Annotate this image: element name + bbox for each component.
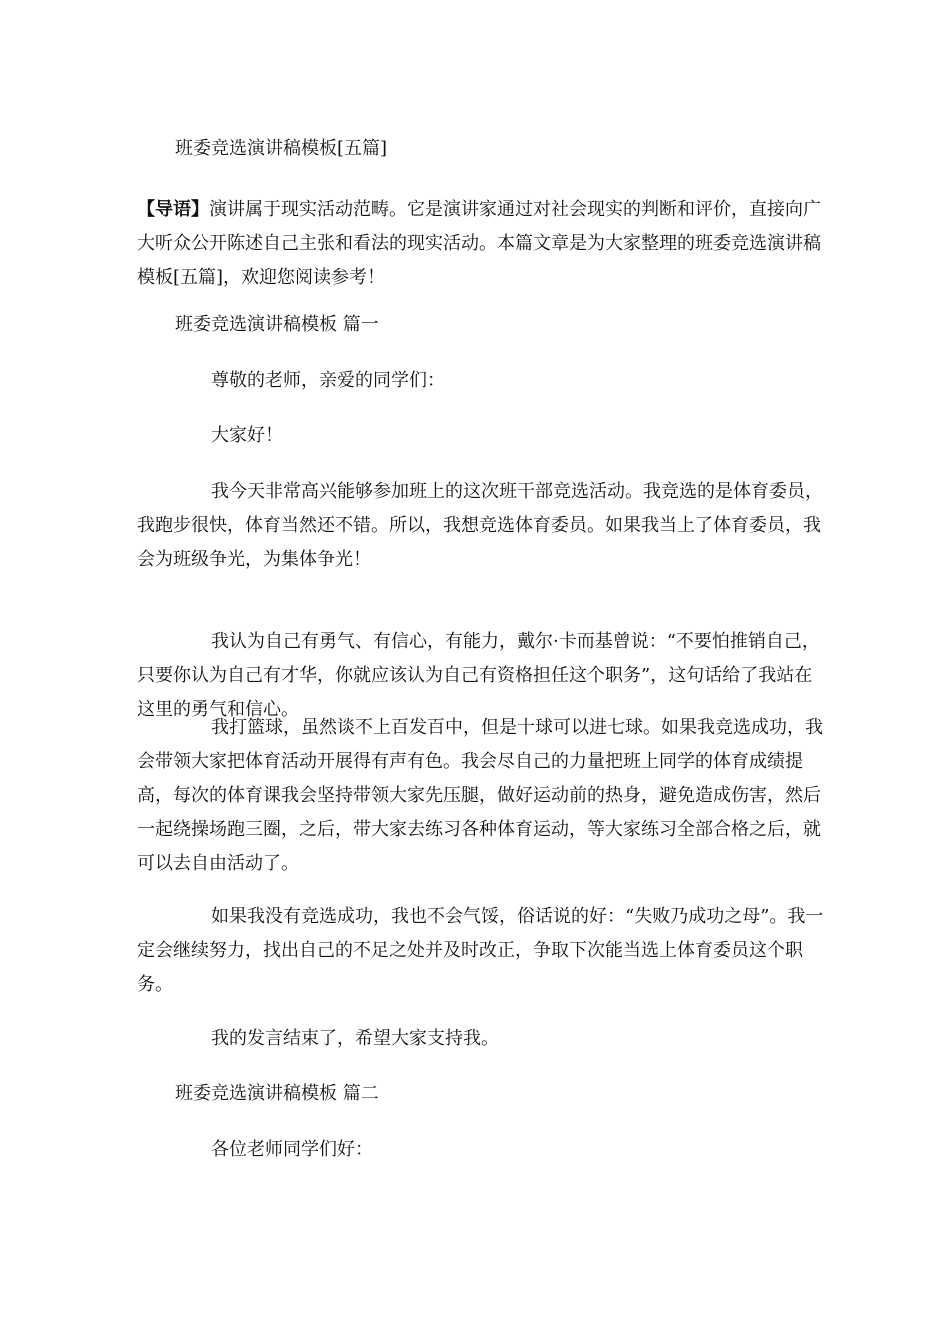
section-heading-1: 班委竞选演讲稿模板 篇一 bbox=[175, 314, 379, 335]
salutation-1: 尊敬的老师，亲爱的同学们： bbox=[211, 370, 445, 391]
salutation-2: 各位老师同学们好： bbox=[211, 1139, 373, 1160]
intro-tag: 【导语】 bbox=[137, 199, 209, 220]
intro-paragraph bbox=[137, 193, 827, 295]
paragraph-1: 我今天非常高兴能够参加班上的这次班干部竞选活动。我竞选的是体育委员，我跑步很快，体育当然还不错。所以，我想竞选体育委员。如果我当上了体育委员，我会为班级争光，为集体争光！ bbox=[137, 481, 823, 570]
paragraph-3: 我打篮球，虽然谈不上百发百中，但是十球可以进七球。如果我竞选成功，我会带领大家把体育活动开展得有声有色。我会尽自己的力量把班上同学的体育成绩提高，每次的体育课我会坚持带领大家先压腿，做好运动前的热身，避免造成伤害，然后一起绕操场跑三圈，之后，带大家去练习各种体育运动，等大家练习全部合格之后，就可以去自由活动了。 bbox=[137, 717, 823, 874]
greeting-1: 大家好！ bbox=[211, 425, 283, 446]
closing-1: 我的发言结束了，希望大家支持我。 bbox=[211, 1028, 499, 1049]
document-title: 班委竞选演讲稿模板[五篇] bbox=[175, 138, 388, 159]
intro-text: 演讲属于现实活动范畴。它是演讲家通过对社会现实的判断和评价，直接向广大听众公开陈述自己主张和看法的现实活动。本篇文章是为大家整理的班委竞选演讲稿模板[五篇]，欢迎您阅读参考！ bbox=[137, 199, 821, 288]
paragraph-2: 我认为自己有勇气、有信心，有能力，戴尔·卡而基曾说：“不要怕推销自己，只要你认为自己有才华，你就应该认为自己有资格担任这个职务”，这句话给了我站在这里的勇气和信心。 bbox=[137, 631, 820, 720]
paragraph-4: 如果我没有竞选成功，我也不会气馁，俗话说的好：“失败乃成功之母”。我一定会继续努力，找出自己的不足之处并及时改正，争取下次能当选上体育委员这个职务。 bbox=[137, 906, 824, 995]
section-heading-2: 班委竞选演讲稿模板 篇二 bbox=[175, 1083, 379, 1104]
